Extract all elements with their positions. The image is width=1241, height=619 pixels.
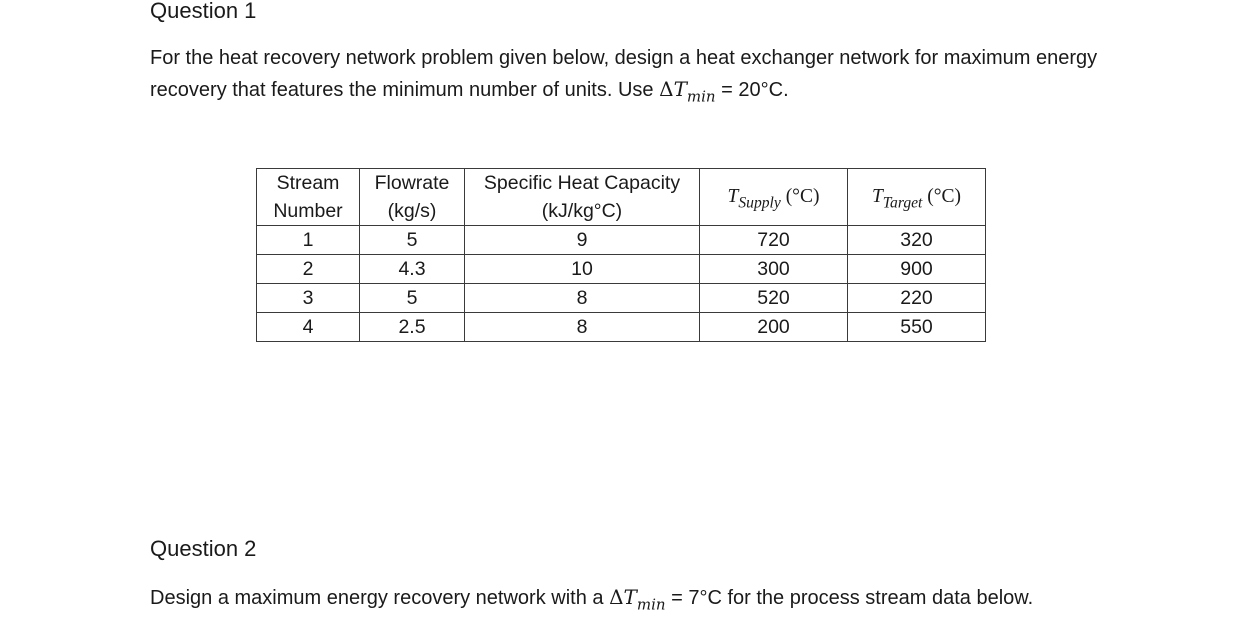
- question-1-heading: Question 1: [150, 0, 257, 23]
- t-target-symbol: T: [871, 186, 883, 207]
- question-2-text: [150, 582, 1110, 614]
- table-row: [257, 255, 986, 284]
- cell-t-target: 220: [848, 284, 986, 313]
- min-subscript: min: [686, 87, 716, 106]
- question-2-text-before: Design a maximum energy recovery network with a: [150, 587, 610, 609]
- t-supply-symbol: T: [727, 186, 739, 207]
- header-heat-capacity-line1: Specific Heat Capacity: [483, 172, 681, 194]
- cell-stream: 1: [257, 226, 360, 255]
- header-heat-capacity: [465, 169, 700, 226]
- t-target-subscript: Target: [882, 194, 923, 212]
- header-flowrate-line1: Flowrate: [374, 172, 450, 194]
- table-row: [257, 226, 986, 255]
- cell-flowrate: 4.3: [360, 255, 465, 284]
- cell-stream: 4: [257, 313, 360, 342]
- question-2-text-after: = 7°C for the process stream data below.: [665, 587, 1034, 609]
- question-2-heading: Question 2: [150, 536, 257, 561]
- cell-stream: 2: [257, 255, 360, 284]
- cell-heat-capacity: 10: [465, 255, 700, 284]
- delta-t-min-symbol: [609, 585, 666, 614]
- header-t-supply: [700, 169, 848, 226]
- t-supply-subscript: Supply: [738, 194, 781, 212]
- question-1-text: [150, 43, 1110, 106]
- delta-symbol: Δ: [609, 585, 624, 609]
- table-row: [257, 284, 986, 313]
- cell-heat-capacity: 8: [465, 313, 700, 342]
- cell-flowrate: 2.5: [360, 313, 465, 342]
- delta-t-min-symbol: [659, 77, 716, 106]
- header-flowrate: [360, 169, 465, 226]
- table-header-row: [257, 169, 986, 226]
- cell-t-target: 550: [848, 313, 986, 342]
- cell-t-supply: 720: [700, 226, 848, 255]
- t-symbol: T: [623, 585, 637, 609]
- header-heat-capacity-line2: (kJ/kg°C): [541, 200, 623, 222]
- cell-heat-capacity: 8: [465, 284, 700, 313]
- header-stream-line1: Stream: [276, 172, 340, 194]
- cell-t-target: 900: [848, 255, 986, 284]
- question-1-text-after: = 20°C.: [715, 79, 789, 101]
- header-stream-number: [257, 169, 360, 226]
- delta-symbol: Δ: [659, 77, 674, 101]
- t-supply-unit: (°C): [780, 186, 820, 207]
- stream-data-table: [256, 168, 986, 342]
- min-subscript: min: [636, 595, 666, 614]
- cell-flowrate: 5: [360, 226, 465, 255]
- table-row: [257, 313, 986, 342]
- t-target-unit: (°C): [922, 186, 962, 207]
- cell-t-supply: 200: [700, 313, 848, 342]
- cell-flowrate: 5: [360, 284, 465, 313]
- cell-t-supply: 300: [700, 255, 848, 284]
- header-t-target: [848, 169, 986, 226]
- cell-heat-capacity: 9: [465, 226, 700, 255]
- cell-t-target: 320: [848, 226, 986, 255]
- header-flowrate-line2: (kg/s): [387, 200, 437, 222]
- cell-stream: 3: [257, 284, 360, 313]
- header-stream-line2: Number: [273, 200, 343, 222]
- t-symbol: T: [673, 77, 687, 101]
- question-1-text-before: For the heat recovery network problem given below, design a heat exchanger network for maximum energy recovery that features the minimum number of units. Use: [150, 47, 1098, 101]
- cell-t-supply: 520: [700, 284, 848, 313]
